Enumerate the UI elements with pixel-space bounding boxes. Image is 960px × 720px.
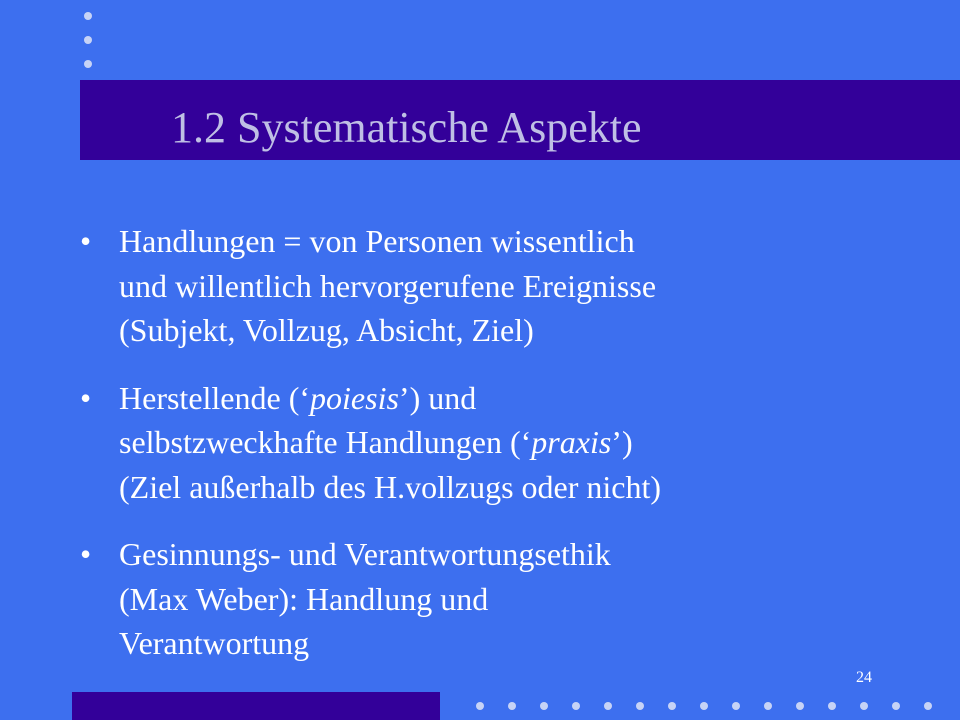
- decor-dot: [828, 702, 836, 710]
- bullet-text-line: Gesinnungs- und Verantwortungsethik: [119, 536, 611, 572]
- decor-dot: [924, 702, 932, 710]
- bullet-text-line: Verantwortung: [119, 625, 310, 661]
- text-segment: Herstellende (‘: [119, 379, 311, 416]
- decor-dot: [508, 702, 516, 710]
- page-number: 24: [856, 669, 872, 686]
- decor-dot: [700, 702, 708, 710]
- decor-dot: [860, 702, 868, 710]
- bullet-text-line: (Subjekt, Vollzug, Absicht, Ziel): [119, 312, 534, 348]
- bullet-text-line: [119, 420, 880, 465]
- text-segment: selbstzweckhafte Handlungen (‘: [119, 424, 532, 460]
- bullet-text-line: Handlungen = von Personen wissentlich: [119, 223, 635, 259]
- decor-dot: [84, 12, 92, 20]
- decor-dot: [732, 702, 740, 710]
- bullet-glyph: •: [80, 379, 92, 416]
- bullet-item-poiesis-praxis: [80, 376, 880, 510]
- bullet-glyph: •: [80, 223, 92, 259]
- text-segment: ’) und: [398, 379, 477, 416]
- decor-dot: [84, 36, 92, 44]
- bullet-text-line: und willentlich hervorgerufene Ereignisse: [119, 267, 657, 304]
- decor-dot: [764, 702, 772, 710]
- slide-title: 1.2 Systematische Aspekte: [171, 103, 642, 152]
- text-segment: ’): [611, 424, 633, 460]
- bullet-text-line: [119, 376, 880, 421]
- bullet-text-line: (Ziel außerhalb des H.vollzugs oder nicht): [119, 468, 662, 505]
- bullet-item-gesinnungsethik: [80, 532, 880, 666]
- decor-dot: [604, 702, 612, 710]
- bullet-text-line: (Max Weber): Handlung und: [119, 580, 489, 617]
- decor-dot: [572, 702, 580, 710]
- italic-term-praxis: praxis: [531, 424, 612, 460]
- decor-dot: [796, 702, 804, 710]
- decor-dot: [892, 702, 900, 710]
- decor-dot: [668, 702, 676, 710]
- bullet-glyph: •: [80, 536, 92, 572]
- bullet-list: [80, 219, 880, 689]
- decor-dot: [476, 702, 484, 710]
- italic-term-poiesis: poiesis: [310, 379, 399, 416]
- bullet-item-handlungen: [80, 219, 880, 353]
- bottom-bar: [72, 692, 440, 720]
- decor-dot: [636, 702, 644, 710]
- decor-dot: [84, 60, 92, 68]
- decor-dot: [540, 702, 548, 710]
